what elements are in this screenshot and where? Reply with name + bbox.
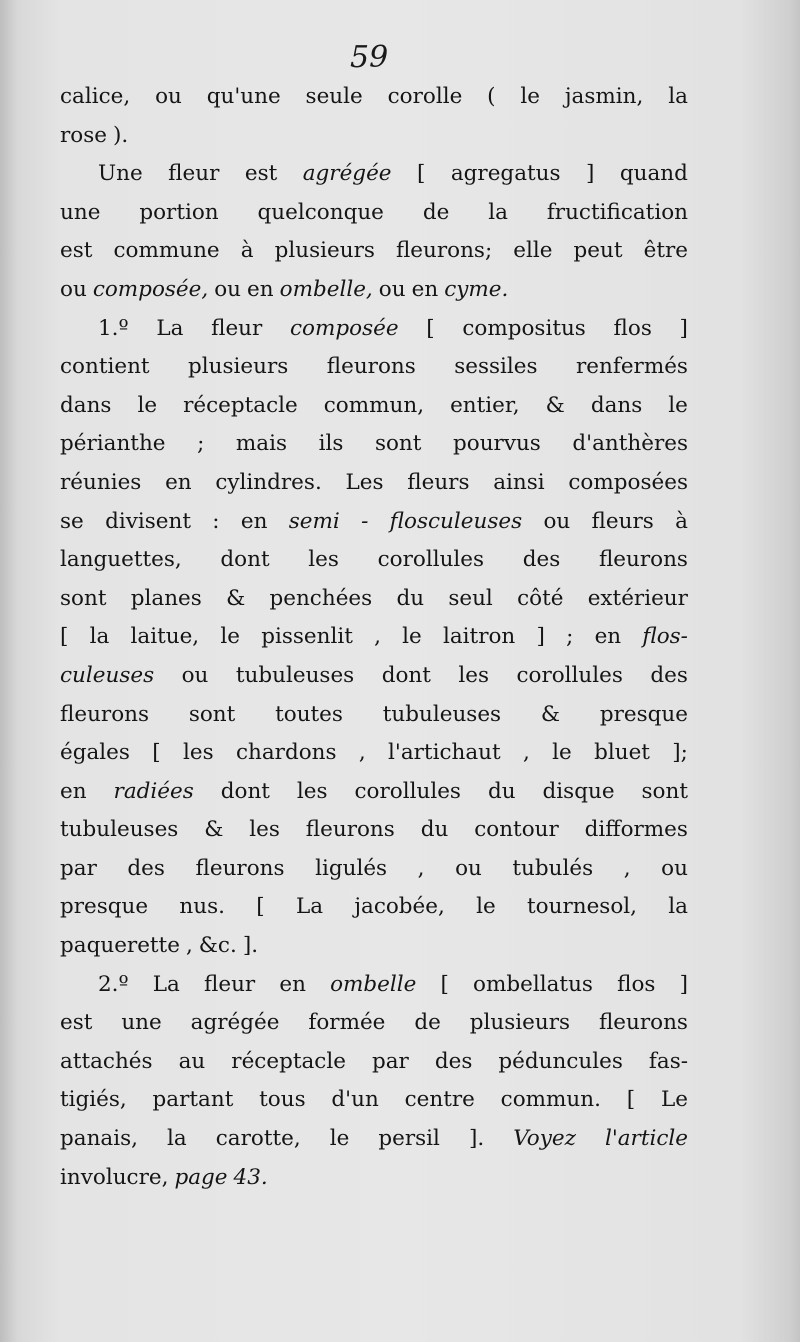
word: semi [288,508,340,534]
text-line [60,310,688,349]
word: ou [661,855,688,881]
word: peut [573,238,623,264]
word: [ [416,161,426,187]
word: disque [542,778,615,804]
word: , [623,855,631,881]
word: du [420,817,449,843]
word: fleurons [598,547,688,573]
word: est [244,161,278,187]
word: ou [181,662,209,688]
text-line [60,618,688,657]
word: ou [543,508,571,534]
word: radiées [113,778,194,804]
word: renfermés [576,354,688,380]
word: quelconque [257,199,384,225]
word: les [458,662,489,688]
word: cylindres. [215,469,322,495]
text-line [60,1120,688,1159]
word: ] [679,971,688,997]
word: ] [586,161,595,187]
word: ou [214,276,242,302]
word: , [185,933,193,959]
word: composée [290,315,399,341]
word: ou [455,855,482,881]
word: fleur [168,161,220,187]
word: cyme. [444,276,509,302]
word: des [650,662,688,688]
word: la [89,624,110,650]
word: la [167,1126,187,1152]
word: sessiles [454,354,538,380]
word: le [520,84,541,109]
word: qu'une [206,84,281,109]
word: la [668,84,688,109]
word: tubuleuses [382,701,502,727]
word: ( [487,84,496,109]
text-line [60,888,688,927]
word: réceptacle [231,1048,346,1074]
word: 43. [233,1164,268,1190]
word: Le [660,1087,688,1113]
word: elle [513,238,553,264]
word: jacobée, [354,894,445,920]
word: plusieurs [274,238,375,264]
word: ligulés [315,855,388,881]
word: agregatus [450,161,561,187]
word: le [668,392,688,418]
word: ; [197,431,205,457]
word: formée [308,1010,386,1036]
word: ou [60,276,87,302]
text-line [60,966,688,1005]
word: à [240,238,254,264]
word: toutes [275,701,343,727]
word: une [60,199,101,225]
word: est [60,1010,93,1036]
word: pourvus [452,431,541,457]
word: corollules [354,778,461,804]
word: ] [679,315,688,341]
word: laitron [442,624,516,650]
word: planes [130,585,202,611]
word: des [127,855,165,881]
word: ombelle, [279,276,373,302]
text-line [60,348,688,387]
word: fleur [204,971,256,997]
word: sont [641,778,688,804]
word: carotte, [215,1126,301,1152]
text-line [60,194,688,233]
word: entier, [450,392,520,418]
word: laitue, [130,624,200,650]
text-line [60,541,688,580]
word: les [308,547,339,573]
word: être [643,238,688,264]
word: corollules [377,547,485,573]
word: fleurons [326,354,416,380]
word: pissenlit [261,624,353,650]
word: [ [626,1087,636,1113]
word: de [422,199,450,225]
word: , [417,855,425,881]
word: nus. [179,894,225,920]
text-line [60,464,688,503]
word: Les [345,469,384,495]
word: dont [220,778,270,804]
word: tournesol, [527,894,637,920]
word: 1.º [98,315,129,341]
word: corollules [516,662,623,688]
word: le [402,624,422,650]
word: & [226,585,246,611]
word: la [668,894,688,920]
word: plusieurs [469,1010,571,1036]
word: La [156,315,184,341]
word: tubuleuses [60,817,179,843]
word: tubuleuses [235,662,355,688]
word: périanthe [60,431,166,457]
word: , [374,624,381,650]
word: du [396,585,425,611]
word: fructification [546,199,688,225]
word: péduncules [498,1048,623,1074]
word: le [552,740,572,766]
word: dont [220,547,270,573]
word: ]. [242,933,259,959]
word: divisent [105,508,191,534]
word: composées [568,469,688,495]
word: l'artichaut [388,740,501,766]
text-line [60,425,688,464]
word: en [247,276,274,302]
word: tubulés [512,855,594,881]
word: fleurons [598,1010,688,1036]
word: contour [474,817,559,843]
word: : [212,508,220,534]
word: ou [378,276,406,302]
word: ils [318,431,344,457]
text-line [60,1043,688,1082]
word: Voyez [513,1126,576,1152]
word: flos [617,971,656,997]
word: fleurons [195,855,285,881]
word: agrégée [302,161,392,187]
word: d'un [331,1087,379,1113]
word: difformes [584,817,688,843]
word: [ [440,971,449,997]
word: fleurons; [395,238,493,264]
word: des [434,1048,473,1074]
word: ; [566,624,574,650]
word: La [295,894,324,920]
word: d'anthères [572,431,688,457]
word: le [137,392,158,418]
word: en [411,276,439,302]
word: [ [256,894,265,920]
word: partant [152,1087,234,1113]
word: persil [378,1126,440,1152]
word: l'article [604,1126,688,1152]
word: contient [60,354,150,380]
word: ] [536,624,545,650]
word: en [60,778,87,804]
word: sont [60,585,107,611]
word: tous [259,1087,306,1113]
page-number: 59 [350,40,389,75]
word: fleurons [305,817,395,843]
word: composée, [92,276,209,302]
word: ombelle [330,971,417,997]
word: sont [374,431,422,457]
word: [ [60,624,69,650]
word: ainsi [493,469,545,495]
word: bluet [594,740,650,766]
word: ]. [468,1126,485,1152]
word: dans [590,392,643,418]
word: presque [60,894,149,920]
word: centre [404,1087,475,1113]
word: involucre, [60,1164,169,1190]
word: réceptacle [183,392,298,418]
word: en [240,508,268,534]
word: en [594,624,622,650]
text-line [60,271,688,310]
word: en [279,971,306,997]
text-line [60,1159,688,1198]
word: &c. [198,933,237,959]
word: & [204,817,224,843]
word: jasmin, [564,84,644,109]
text-line [60,657,688,696]
word: panais, [60,1126,138,1152]
word: 2.º [98,971,129,997]
word: commun. [500,1087,601,1113]
word: fas- [648,1048,688,1074]
word: se [60,508,84,534]
text-line [60,117,688,156]
word: le [476,894,496,920]
word: Une [98,161,143,187]
word: dans [60,392,112,418]
word: côté [517,585,564,611]
word: dont [381,662,431,688]
text-line [60,503,688,542]
word: le [329,1126,350,1152]
word: [ [426,315,435,341]
word: la [488,199,508,225]
text-line [60,155,688,194]
word: compositus [462,315,586,341]
word: , [522,740,530,766]
word: en [165,469,192,495]
word: flos- [642,624,688,650]
word: tigiés, [60,1087,127,1113]
text-line [60,850,688,889]
word: des [522,547,561,573]
word: ou [155,84,182,109]
word: une [121,1010,162,1036]
word: page [174,1164,228,1190]
word: le [220,624,240,650]
text-line [60,773,688,812]
text-line [60,580,688,619]
word: du [487,778,516,804]
word: les [249,817,280,843]
word: sont [188,701,236,727]
word: mais [235,431,288,457]
word: égales [60,740,130,766]
word: & [545,392,565,418]
word: extérieur [587,585,688,611]
word: de [414,1010,441,1036]
word: ombellatus [473,971,593,997]
text-line [60,811,688,850]
word: réunies [60,469,142,495]
text-line [60,1004,688,1043]
word: fleurs [591,508,654,534]
word: agrégée [190,1010,280,1036]
word: ]; [672,740,688,766]
word: fleur [211,315,263,341]
word: fleurs [407,469,470,495]
word: les [296,778,328,804]
word: seul [448,585,493,611]
text-line [60,734,688,773]
word: attachés [60,1048,153,1074]
word: à [675,508,688,534]
word: presque [599,701,688,727]
word: - [361,508,369,534]
text-line [60,232,688,271]
word: portion [139,199,219,225]
text-line [60,78,688,117]
word: flosculeuses [389,508,523,534]
text-line [60,696,688,735]
word: culeuses [60,662,155,688]
word: & [540,701,561,727]
word: commun, [323,392,425,418]
word: La [152,971,180,997]
word: plusieurs [188,354,289,380]
word: languettes, [60,547,182,573]
text-line [60,387,688,426]
word: au [178,1048,206,1074]
word: paquerette [60,933,180,959]
word: flos [613,315,652,341]
word: commune [113,238,220,264]
word: par [371,1048,409,1074]
word: corolle [387,84,463,109]
word: quand [619,161,688,187]
word: , [358,740,366,766]
word: chardons [235,740,337,766]
word: penchées [269,585,373,611]
word: est [60,238,93,264]
word: seule [305,84,363,109]
word: rose [60,122,107,148]
word: fleurons [60,701,150,727]
text-line [60,927,688,966]
word: [ [152,740,161,766]
word: les [183,740,214,766]
word: par [60,855,97,881]
word: ). [113,122,129,148]
word: calice, [60,84,131,109]
body-text [60,78,688,1197]
text-line [60,1081,688,1120]
